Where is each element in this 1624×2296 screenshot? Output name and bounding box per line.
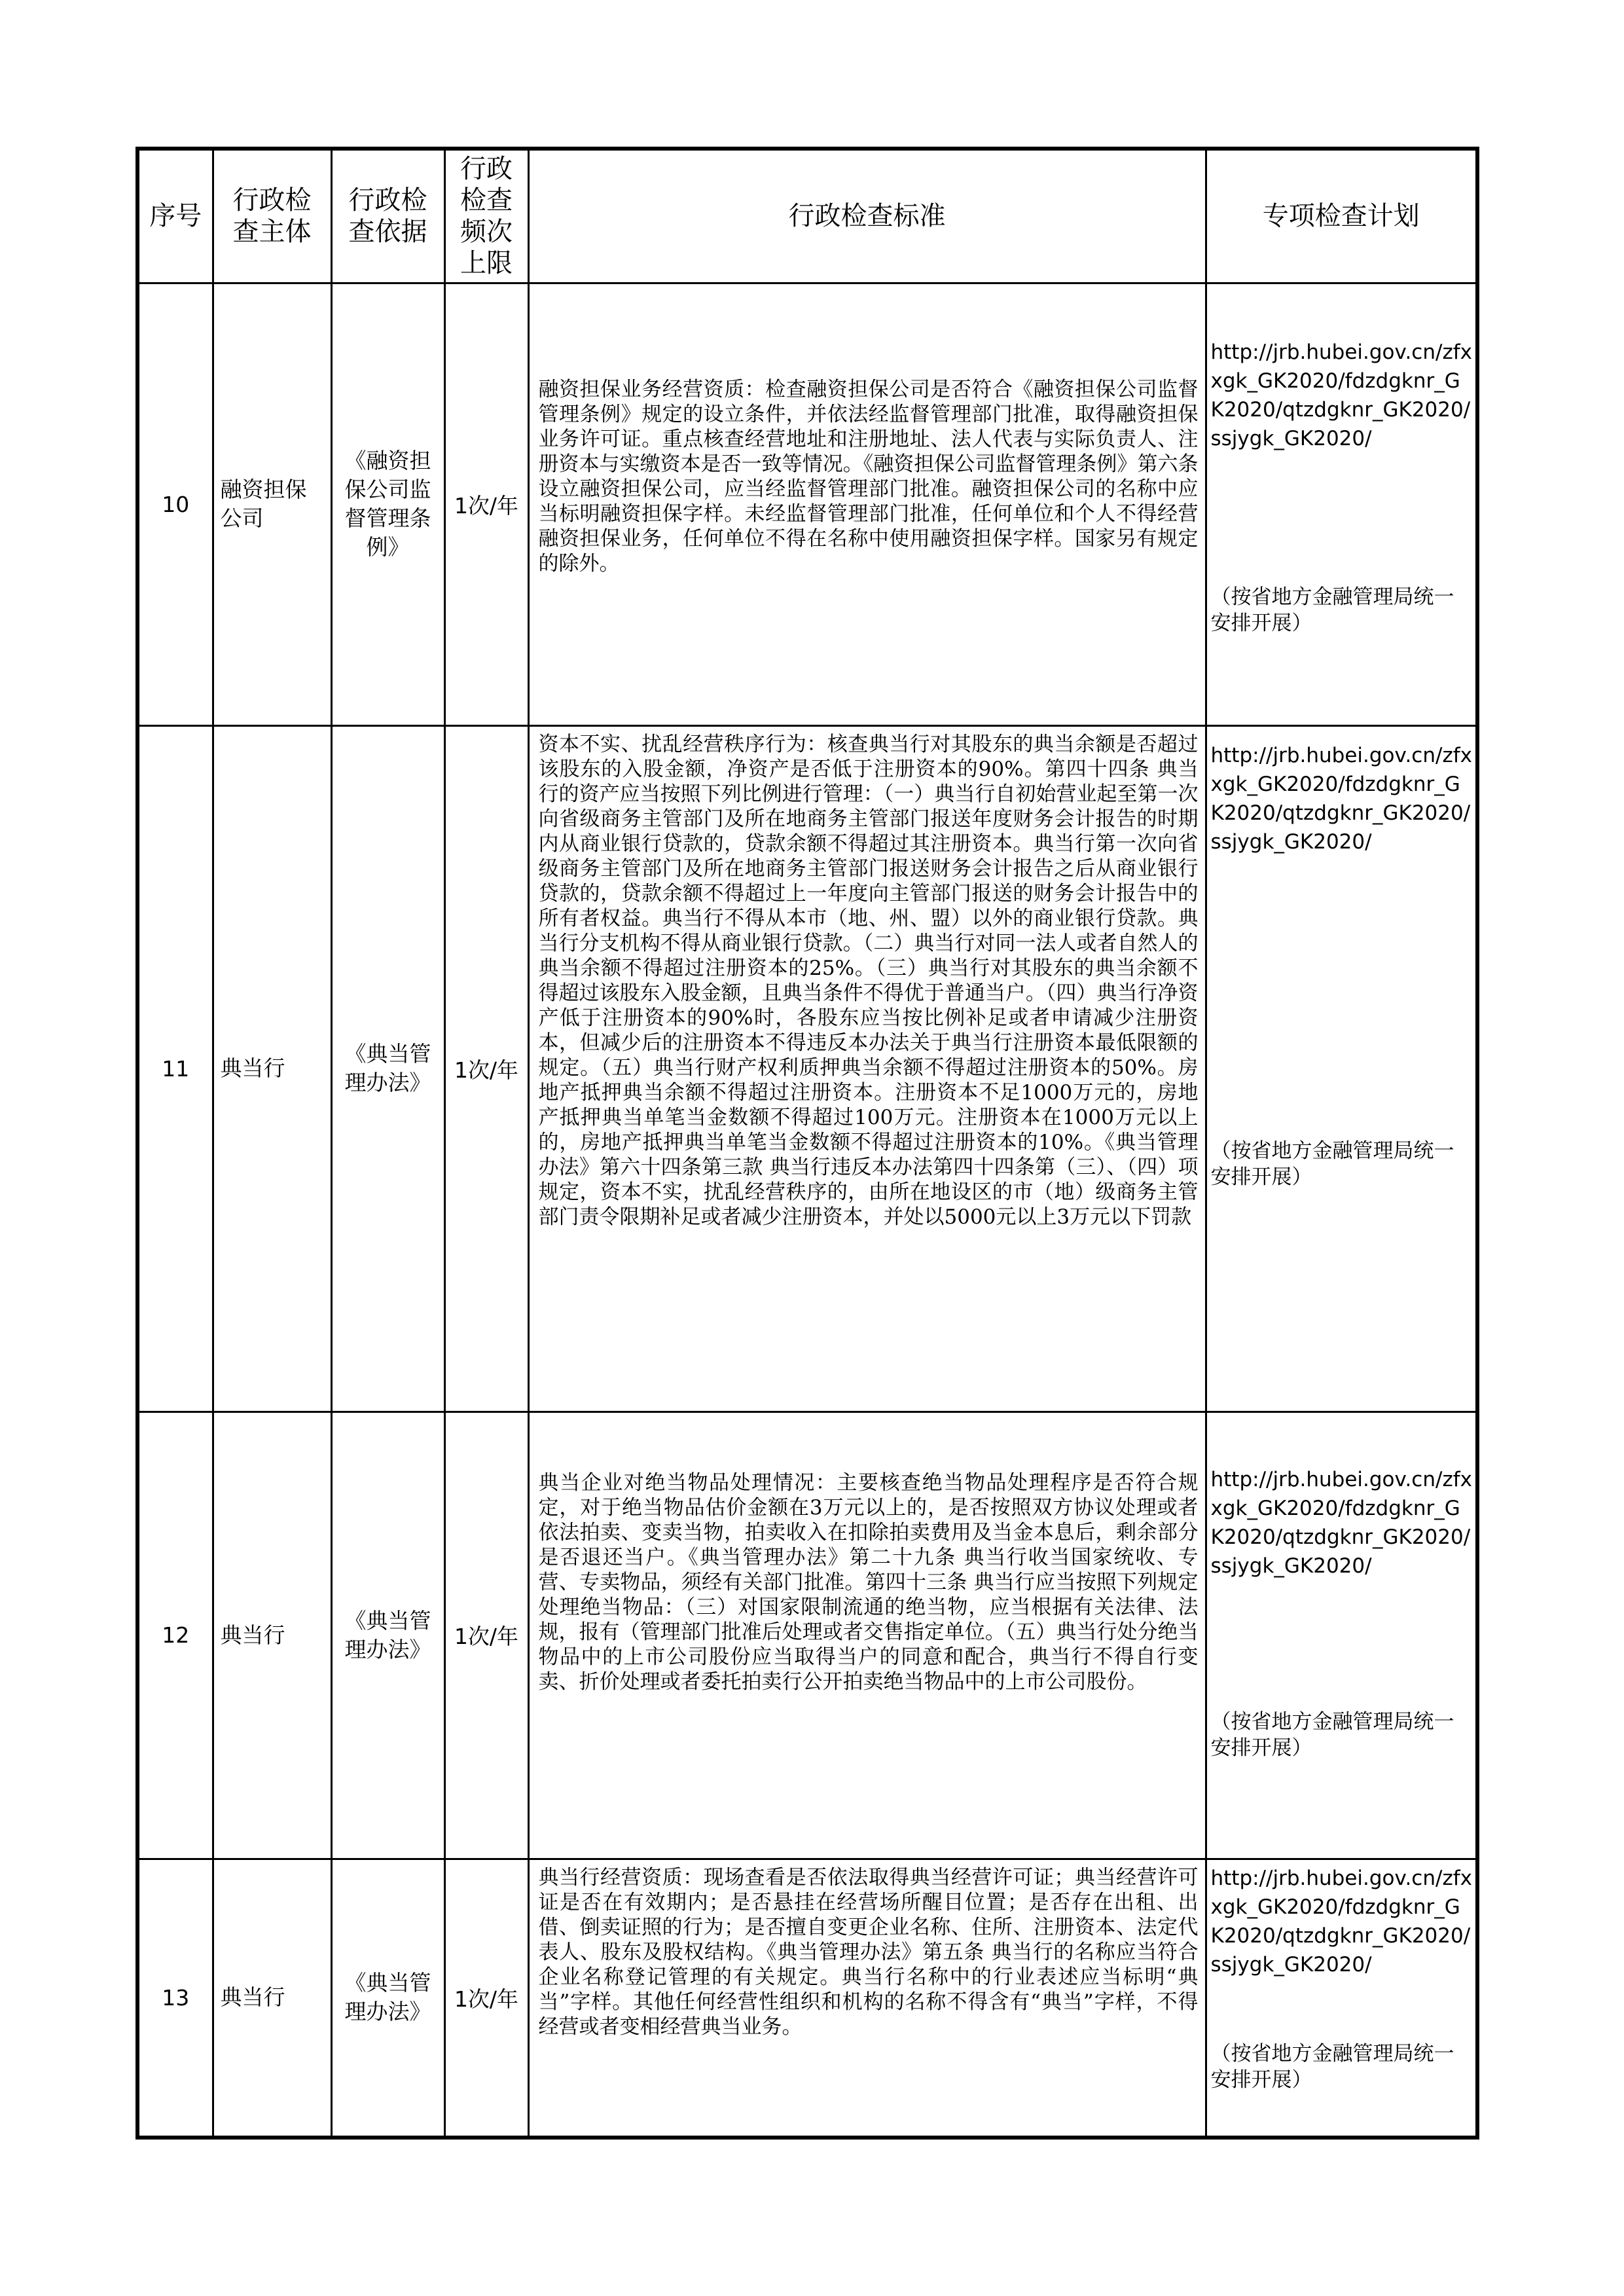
inspection-subject: 典当行 bbox=[213, 725, 331, 1412]
header-frequency: 行政检查频次上限 bbox=[444, 149, 528, 283]
header-standard: 行政检查标准 bbox=[528, 149, 1206, 283]
inspection-standard-text: 融资担保业务经营资质：检查融资担保公司是否符合《融资担保公司监督管理条例》规定的设立条件，并依法经监督管理部门批准，取得融资担保业务许可证。重点核查经营地址和注册地址、法人代表与实际负责人、注册资本与实缴资本是否一致等情况。《融资担保公司监督管理条例》第六条 设立融资担保公司，应当经监督管理部门批准。融资担保公司的名称中应当标明融资担保字样。未经监督管理部门批准，任何单位和个人不得经营融资担保业务，任何单位不得在名称中使用融资担保字样。国家另有规定的除外。 bbox=[538, 377, 1199, 575]
row-number: 11 bbox=[137, 725, 213, 1412]
inspection-standard bbox=[528, 283, 1206, 725]
plan-url-link[interactable]: http://jrb.hubei.gov.cn/zfxxgk_GK2020/fdzdgknr_GK2020/qtzdgknr_GK2020/ssjygk_GK2020/ bbox=[1210, 1467, 1472, 1578]
table-row bbox=[137, 725, 1477, 1412]
inspection-standard-text: 资本不实、扰乱经营秩序行为：核查典当行对其股东的典当余额是否超过该股东的入股金额，净资产是否低于注册资本的90%。第四十四条 典当行的资产应当按照下列比例进行管理：（一）典当行自初始营业起至第一次向省级商务主管部门及所在地商务主管部门报送年度财务会计报告的时期内从商业银行贷款的，贷款余额不得超过其注册资本。典当行第一次向省级商务主管部门及所在地商务主管部门报送财务会计报告之后从商业银行贷款的，贷款余额不得超过上一年度向主管部门报送的财务会计报告中的所有者权益。典当行不得从本市（地、州、盟）以外的商业银行贷款。典当行分支机构不得从商业银行贷款。（二）典当行对同一法人或者自然人的典当余额不得超过注册资本的25%。（三）典当行对其股东的典当余额不得超过该股东入股金额，且典当条件不得优于普通当户。（四）典当行净资产低于注册资本的90%时，各股东应当按比例补足或者申请减少注册资本，但减少后的注册资本不得违反本办法关于典当行注册资本最低限额的规定。（五）典当行财产权利质押典当余额不得超过注册资本的50%。房地产抵押典当余额不得超过注册资本。注册资本不足1000万元的，房地产抵押典当单笔当金数额不得超过100万元。注册资本在1000万元以上的，房地产抵押典当单笔当金数额不得超过注册资本的10%。《典当管理办法》第六十四条第三款 典当行违反本办法第四十四条第（三）、（四）项规定，资本不实，扰乱经营秩序的，由所在地设区的市（地）级商务主管部门责令限期补足或者减少注册资本，并处以5000元以上3万元以下罚款 bbox=[538, 732, 1199, 1229]
table-row bbox=[137, 1859, 1477, 2138]
row-number: 12 bbox=[137, 1412, 213, 1859]
row-number: 10 bbox=[137, 283, 213, 725]
inspection-table bbox=[135, 147, 1479, 2140]
header-basis: 行政检查依据 bbox=[331, 149, 444, 283]
plan-note: （按省地方金融管理局统一安排开展） bbox=[1210, 1139, 1454, 1189]
plan-url-link[interactable]: http://jrb.hubei.gov.cn/zfxxgk_GK2020/fdzdgknr_GK2020/qtzdgknr_GK2020/ssjygk_GK2020/ bbox=[1210, 743, 1472, 854]
inspection-basis: 《融资担保公司监督管理条例》 bbox=[331, 283, 444, 725]
inspection-frequency: 1次/年 bbox=[444, 283, 528, 725]
inspection-standard-text: 典当行经营资质：现场查看是否依法取得典当经营许可证；典当经营许可证是否在有效期内；是否悬挂在经营场所醒目位置；是否存在出租、出借、倒卖证照的行为；是否擅自变更企业名称、住所、注册资本、法定代表人、股东及股权结构。《典当管理办法》第五条 典当行的名称应当符合企业名称登记管理的有关规定。典当行名称中的行业表述应当标明“典当”字样。其他任何经营性组织和机构的名称不得含有“典当”字样，不得经营或者变相经营典当业务。 bbox=[538, 1865, 1199, 2039]
inspection-subject: 典当行 bbox=[213, 1412, 331, 1859]
inspection-plan bbox=[1206, 283, 1477, 725]
inspection-standard-text: 典当企业对绝当物品处理情况：主要核查绝当物品处理程序是否符合规定，对于绝当物品估价金额在3万元以上的，是否按照双方协议处理或者依法拍卖、变卖当物，拍卖收入在扣除拍卖费用及当金本息后，剩余部分是否退还当户。《典当管理办法》第二十九条 典当行收当国家统收、专营、专卖物品，须经有关部门批准。第四十三条 典当行应当按照下列规定处理绝当物品：（三）对国家限制流通的绝当物，应当根据有关法律、法规，报有（管理部门批准后处理或者交售指定单位。（五）典当行处分绝当物品中的上市公司股份应当取得当户的同意和配合，典当行不得自行变卖、折价处理或者委托拍卖行公开拍卖绝当物品中的上市公司股份。 bbox=[538, 1470, 1199, 1694]
plan-note: （按省地方金融管理局统一安排开展） bbox=[1210, 585, 1454, 635]
plan-note: （按省地方金融管理局统一安排开展） bbox=[1210, 1709, 1454, 1760]
inspection-subject: 融资担保公司 bbox=[213, 283, 331, 725]
inspection-standard bbox=[528, 1412, 1206, 1859]
plan-url-link[interactable]: http://jrb.hubei.gov.cn/zfxxgk_GK2020/fdzdgknr_GK2020/qtzdgknr_GK2020/ssjygk_GK2020/ bbox=[1210, 1866, 1472, 1977]
row-number: 13 bbox=[137, 1859, 213, 2138]
inspection-frequency: 1次/年 bbox=[444, 725, 528, 1412]
inspection-frequency: 1次/年 bbox=[444, 1859, 528, 2138]
plan-note: （按省地方金融管理局统一安排开展） bbox=[1210, 2041, 1454, 2092]
inspection-subject: 典当行 bbox=[213, 1859, 331, 2138]
header-row bbox=[137, 149, 1477, 283]
inspection-basis: 《典当管理办法》 bbox=[331, 1859, 444, 2138]
header-num: 序号 bbox=[137, 149, 213, 283]
inspection-plan bbox=[1206, 1412, 1477, 1859]
inspection-frequency: 1次/年 bbox=[444, 1412, 528, 1859]
inspection-basis: 《典当管理办法》 bbox=[331, 1412, 444, 1859]
table-row bbox=[137, 283, 1477, 725]
table-row bbox=[137, 1412, 1477, 1859]
inspection-plan bbox=[1206, 725, 1477, 1412]
inspection-standard bbox=[528, 1859, 1206, 2138]
inspection-basis: 《典当管理办法》 bbox=[331, 725, 444, 1412]
header-plan: 专项检查计划 bbox=[1206, 149, 1477, 283]
plan-url-link[interactable]: http://jrb.hubei.gov.cn/zfxxgk_GK2020/fdzdgknr_GK2020/qtzdgknr_GK2020/ssjygk_GK2020/ bbox=[1210, 340, 1472, 450]
inspection-standard bbox=[528, 725, 1206, 1412]
inspection-plan bbox=[1206, 1859, 1477, 2138]
header-subject: 行政检查主体 bbox=[213, 149, 331, 283]
